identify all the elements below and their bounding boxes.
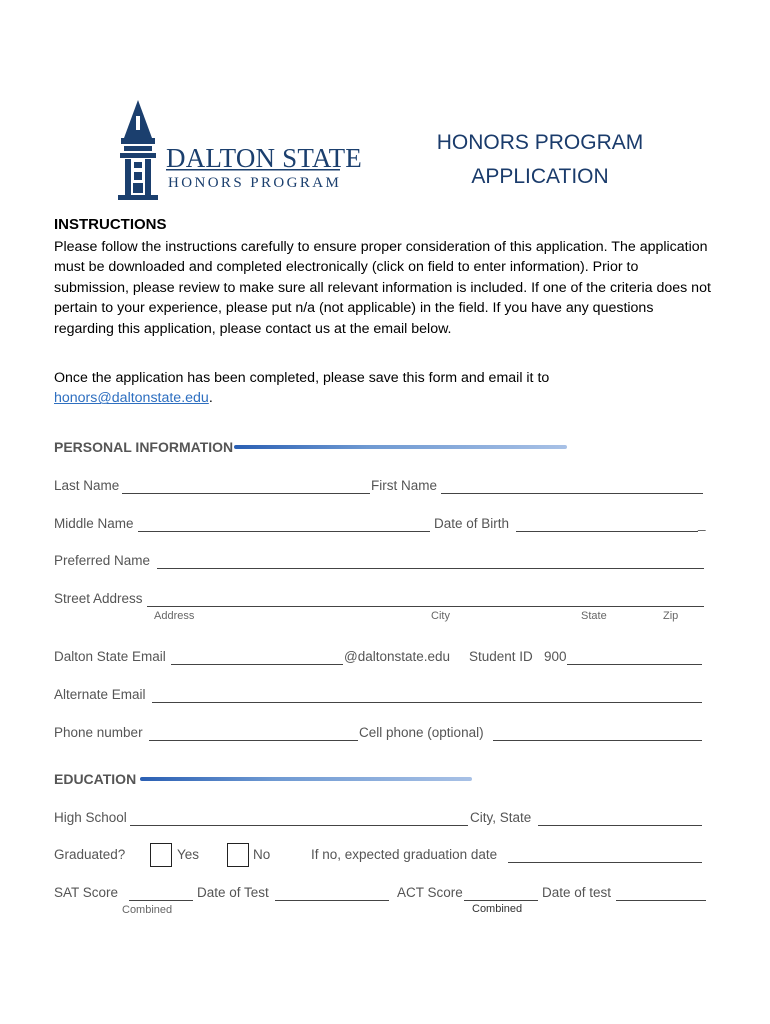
- hs-city-state-label: City, State: [470, 810, 532, 825]
- preferred-name-label: Preferred Name: [54, 553, 151, 568]
- first-name-field[interactable]: [441, 479, 703, 494]
- date-of-birth-label: Date of Birth: [434, 516, 510, 531]
- middle-name-label: Middle Name: [54, 516, 134, 531]
- personal-section-title: PERSONAL INFORMATION: [54, 439, 234, 455]
- personal-section-bar: [234, 445, 567, 449]
- alternate-email-label: Alternate Email: [54, 687, 146, 702]
- contact-email-link[interactable]: honors@daltonstate.edu: [54, 390, 209, 407]
- title-line-2: APPLICATION: [471, 165, 609, 188]
- submission-note-text: Once the application has been completed, please save this form and email it to: [54, 370, 550, 386]
- logo-subtitle: HONORS PROGRAM: [168, 175, 342, 191]
- sat-date-label: Date of Test: [197, 885, 269, 900]
- address-caption: Address: [154, 610, 195, 622]
- dalton-email-label: Dalton State Email: [54, 649, 166, 664]
- education-section-title: EDUCATION: [54, 771, 137, 787]
- email-domain-suffix: @daltonstate.edu: [344, 649, 451, 664]
- sat-score-field[interactable]: [129, 886, 193, 901]
- act-combined-caption: Combined: [472, 903, 523, 915]
- act-date-label: Date of test: [542, 885, 612, 900]
- alternate-email-field[interactable]: [152, 688, 702, 703]
- student-id-label: Student ID: [469, 649, 533, 664]
- hs-city-state-field[interactable]: [538, 811, 702, 826]
- last-name-label: Last Name: [54, 478, 120, 493]
- page-title: [400, 126, 680, 194]
- zip-caption: Zip: [663, 610, 679, 622]
- graduated-yes-checkbox[interactable]: [150, 843, 172, 867]
- street-address-label: Street Address: [54, 591, 143, 606]
- act-date-field[interactable]: [616, 886, 706, 901]
- dalton-email-field[interactable]: [171, 650, 343, 665]
- title-line-1: HONORS PROGRAM: [436, 131, 644, 154]
- graduated-label: Graduated?: [54, 847, 126, 862]
- city-caption: City: [431, 610, 450, 622]
- student-id-field[interactable]: [567, 650, 702, 665]
- instructions-heading: INSTRUCTIONS: [54, 216, 167, 233]
- sat-combined-caption: Combined: [122, 904, 173, 916]
- phone-number-field[interactable]: [149, 726, 358, 741]
- sat-date-field[interactable]: [275, 886, 389, 901]
- cell-phone-field[interactable]: [493, 726, 702, 741]
- date-of-birth-field[interactable]: [516, 517, 698, 532]
- first-name-label: First Name: [371, 478, 438, 493]
- street-address-field[interactable]: [147, 592, 704, 607]
- graduated-no-checkbox[interactable]: [227, 843, 249, 867]
- last-name-field[interactable]: [122, 479, 370, 494]
- high-school-field[interactable]: [130, 811, 468, 826]
- expected-graduation-label: If no, expected graduation date: [311, 847, 498, 862]
- phone-number-label: Phone number: [54, 725, 143, 740]
- instructions-body: Please follow the instructions carefully to ensure proper consideration of this application. The application must be downloaded and completed electronically (click on field to enter information). Prior to submission, please review to make sure all relevant information is included. If one of the criteria does not pertain to your experience, please put n/a (not applicable) in the field. If you have any questions regarding this application, please contact us at the email below.: [54, 239, 711, 337]
- date-of-birth-trailing: _: [698, 516, 706, 531]
- high-school-label: High School: [54, 810, 127, 825]
- student-id-prefix: 900: [544, 649, 567, 664]
- preferred-name-field[interactable]: [157, 554, 704, 569]
- middle-name-field[interactable]: [138, 517, 430, 532]
- graduated-yes-label: Yes: [177, 847, 200, 862]
- submission-note-period: .: [208, 390, 213, 407]
- state-caption: State: [581, 610, 607, 622]
- logo-wordmark: DALTON STATE: [166, 143, 363, 173]
- submission-note: [54, 368, 714, 409]
- sat-score-label: SAT Score: [54, 885, 119, 900]
- act-score-label: ACT Score: [397, 885, 463, 900]
- education-section-bar: [140, 777, 472, 781]
- cell-phone-label: Cell phone (optional): [359, 725, 484, 740]
- graduated-no-label: No: [253, 847, 271, 862]
- expected-graduation-field[interactable]: [508, 848, 702, 863]
- act-score-field[interactable]: [464, 886, 538, 901]
